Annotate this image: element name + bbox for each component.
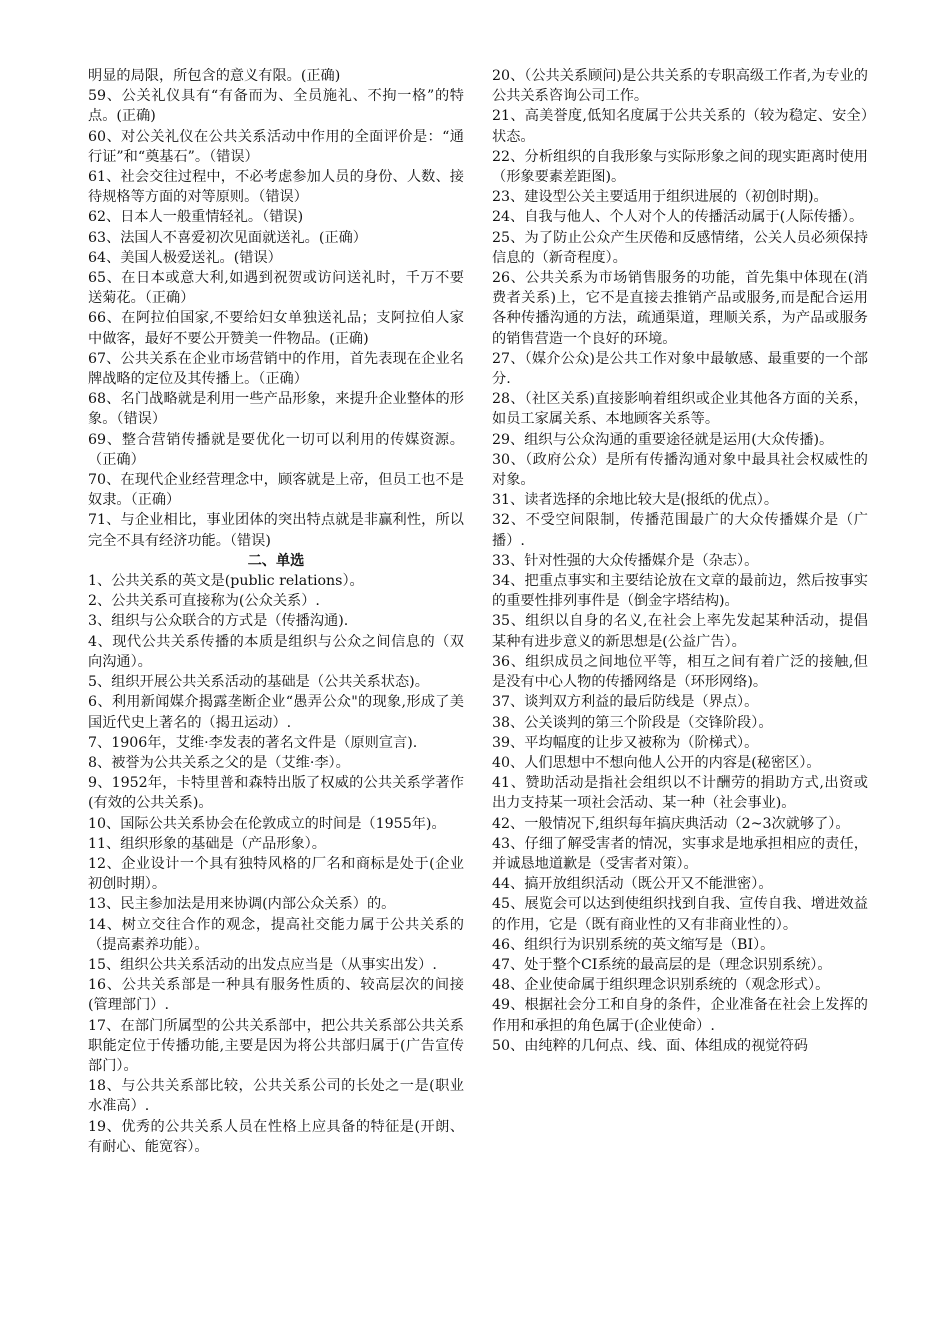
- list-item: 26、公共关系为市场销售服务的功能，首先集中体现在(消费者关系)上，它不是直接去推销产品或服务,而是配合运用各种传播沟通的方法，疏通渠道，理顺关系，为产品或服务的销售营造一个良好的环境。: [492, 270, 868, 347]
- list-item: 6、利用新闻媒介揭露垄断企业“愚弄公众"的现象,形成了美国近代史上著名的（揭丑运动）.: [88, 694, 464, 731]
- list-item: 43、仔细了解受害者的情况，实事求是地承担相应的责任，并诚恳地道歉是（受害者对策）。: [492, 835, 868, 872]
- document-page: [88, 66, 868, 1296]
- list-item: 28、（社区关系)直接影响着组织或企业其他各方面的关系，如员工家属关系、本地顾客关系等。: [492, 391, 868, 428]
- list-item: 69、整合营销传播就是要优化一切可以利用的传媒资源。（正确）: [88, 431, 464, 468]
- list-item: 13、民主参加法是用来协调(内部公众关系）的。: [88, 896, 396, 913]
- list-item: 61、社会交往过程中，不必考虑参加人员的身份、人数、接待规格等方面的对等原则。（错误）: [88, 169, 464, 206]
- list-item: 2、公共关系可直接称为(公众关系）.: [88, 593, 320, 610]
- list-item: 24、自我与他人、个人对个人的传播活动属于(人际传播）。: [492, 209, 864, 226]
- list-item: 48、企业使命属于组织理念识别系统的（观念形式）。: [492, 977, 830, 994]
- list-item: 25、为了防止公众产生厌倦和反感情绪，公关人员必须保持信息的（新奇程度）。: [492, 229, 868, 266]
- left-items-after-heading: [88, 571, 464, 1157]
- list-item: 47、处于整个CI系统的最高层的是（理念识别系统）。: [492, 956, 832, 973]
- list-item: 22、分析组织的自我形象与实际形象之间的现实距离时使用（形象要素差距图)。: [492, 148, 868, 186]
- list-item: 33、针对性强的大众传播媒介是（杂志）。: [492, 552, 759, 569]
- list-item: 32、不受空间限制，传播范围最广的大众传播媒介是（广播）.: [492, 512, 868, 549]
- list-item: 5、组织开展公共关系活动的基础是（公共关系状态)。: [88, 674, 429, 691]
- list-item: 19、优秀的公共关系人员在性格上应具备的特征是(开朗、有耐心、能宽容）。: [88, 1118, 464, 1155]
- list-item: 36、组织成员之间地位平等，相互之间有着广泛的接触,但是没有中心人物的传播网络是（环形网络)。: [492, 653, 868, 691]
- list-item: 21、高美誉度,低知名度属于公共关系的（较为稳定、安全）状态。: [492, 108, 868, 145]
- list-item: 12、企业设计一个具有独特风格的厂名和商标是处于(企业初创时期）。: [88, 855, 464, 893]
- list-item: 11、组织形象的基础是（产品形象）。: [88, 835, 326, 852]
- list-item: 70、在现代企业经营理念中，顾客就是上帝，但员工也不是奴隶。（正确）: [88, 472, 464, 509]
- list-item: 44、搞开放组织活动（既公开又不能泄密）。: [492, 876, 773, 893]
- list-item: 30、（政府公众）是所有传播沟通对象中最具社会权威性的对象。: [492, 451, 868, 489]
- list-item: 59、公关礼仪具有“有备而为、全员施礼、不拘一格”的特点。(正确): [88, 88, 464, 125]
- list-item: 明显的局限，所包含的意义有限。(正确): [88, 68, 341, 84]
- list-item: 64、美国人极爱送礼。(错误）: [88, 249, 282, 266]
- list-item: 37、谈判双方利益的最后防线是（界点）。: [492, 694, 759, 711]
- list-item: 63、法国人不喜爱初次见面就送礼。(正确）: [88, 229, 367, 246]
- list-item: 1、公共关系的英文是(public relations）。: [88, 573, 364, 590]
- list-item: 49、根据社会分工和自身的条件，企业准备在社会上发挥的作用和承担的角色属于(企业使命）.: [492, 997, 868, 1034]
- list-item: 18、与公共关系部比较，公共关系公司的长处之一是(职业水准高）.: [88, 1078, 464, 1115]
- list-item: 60、对公关礼仪在公共关系活动中作用的全面评价是：“通行证”和“奠基石”。（错误）: [88, 128, 464, 165]
- list-item: 8、被誉为公共关系之父的是（艾维·李）。: [88, 754, 350, 771]
- list-item: 46、组织行为识别系统的英文缩写是（BI）。: [492, 936, 775, 953]
- left-column: [88, 66, 464, 1296]
- list-item: 65、在日本或意大利,如遇到祝贺或访问送礼时，千万不要送菊花。（正确）: [88, 270, 464, 307]
- list-item: 39、平均幅度的让步又被称为（阶梯式）。: [492, 734, 759, 751]
- list-item: 31、读者选择的余地比较大是(报纸的优点）。: [492, 492, 779, 509]
- list-item: 20、（公共关系顾问)是公共关系的专职高级工作者,为专业的公共关系咨询公司工作。: [492, 68, 868, 105]
- list-item: 7、1906年，艾维·李发表的著名文件是（原则宣言).: [88, 734, 418, 751]
- section-heading: 二、单选: [247, 552, 305, 569]
- list-item: 17、在部门所属型的公共关系部中，把公共关系部公共关系职能定位于传播功能,主要是因为将公共部归属于(广告宣传部门）。: [88, 1017, 464, 1074]
- list-item: 35、组织以自身的名义,在社会上率先发起某种活动，提倡某种有进步意义的新思想是(公益广告）。: [492, 613, 868, 650]
- list-item: 27、（媒介公众)是公共工作对象中最敏感、最重要的一个部分.: [492, 350, 868, 388]
- list-item: 40、人们思想中不想向他人公开的内容是(秘密区）。: [492, 754, 821, 771]
- list-item: 23、建设型公关主要适用于组织进展的（初创时期)。: [492, 189, 828, 206]
- list-item: 14、树立交往合作的观念，提高社交能力属于公共关系的（提高素养功能）。: [88, 916, 464, 953]
- list-item: 16、公共关系部是一种具有服务性质的、较高层次的间接(管理部门）.: [88, 977, 464, 1014]
- right-column: [492, 66, 868, 1296]
- list-item: 29、组织与公众沟通的重要途径就是运用(大众传播)。: [492, 431, 834, 448]
- list-item: 71、与企业相比，事业团体的突出特点就是非赢利性，所以完全不具有经济功能。（错误): [88, 512, 464, 549]
- list-item: 9、1952年，卡特里普和森特出版了权威的公共关系学著作(有效的公共关系)。: [88, 775, 464, 812]
- list-item: 67、公共关系在企业市场营销中的作用，首先表现在企业名牌战略的定位及其传播上。（正确）: [88, 350, 464, 388]
- list-item: 3、组织与公众联合的方式是（传播沟通).: [88, 613, 349, 630]
- list-item: 66、在阿拉伯国家,不要给妇女单独送礼品；支阿拉伯人家中做客，最好不要公开赞美一件物品。(正确): [88, 310, 464, 347]
- list-item: 34、把重点事实和主要结论放在文章的最前边，然后按事实的重要性排列事件是（倒金字塔结构)。: [492, 573, 868, 610]
- list-item: 62、日本人一般重情轻礼。（错误): [88, 209, 304, 226]
- list-item: 41、赞助活动是指社会组织以不计酬劳的捐助方式,出资或出力支持某一项社会活动、某一种（社会事业)。: [492, 775, 868, 812]
- list-item: 15、组织公共关系活动的出发点应当是（从事实出发）.: [88, 956, 437, 973]
- list-item: 45、展览会可以达到使组织找到自我、宣传自我、增进效益的作用，它是（既有商业性的又有非商业性的）。: [492, 896, 868, 933]
- list-item: 10、国际公共关系协会在伦敦成立的时间是（1955年)。: [88, 815, 446, 832]
- list-item: 50、由纯粹的几何点、线、面、体组成的视觉符码: [492, 1037, 808, 1054]
- left-items-before-heading: [88, 66, 464, 551]
- list-item: 4、现代公共关系传播的本质是组织与公众之间信息的（双向沟通）。: [88, 633, 464, 670]
- list-item: 42、一般情况下,组织每年搞庆典活动（2~3次就够了）。: [492, 815, 850, 832]
- list-item: 68、名门战略就是利用一些产品形象，来提升企业整体的形象。（错误）: [88, 391, 464, 428]
- list-item: 38、公关谈判的第三个阶段是（交锋阶段）。: [492, 714, 773, 731]
